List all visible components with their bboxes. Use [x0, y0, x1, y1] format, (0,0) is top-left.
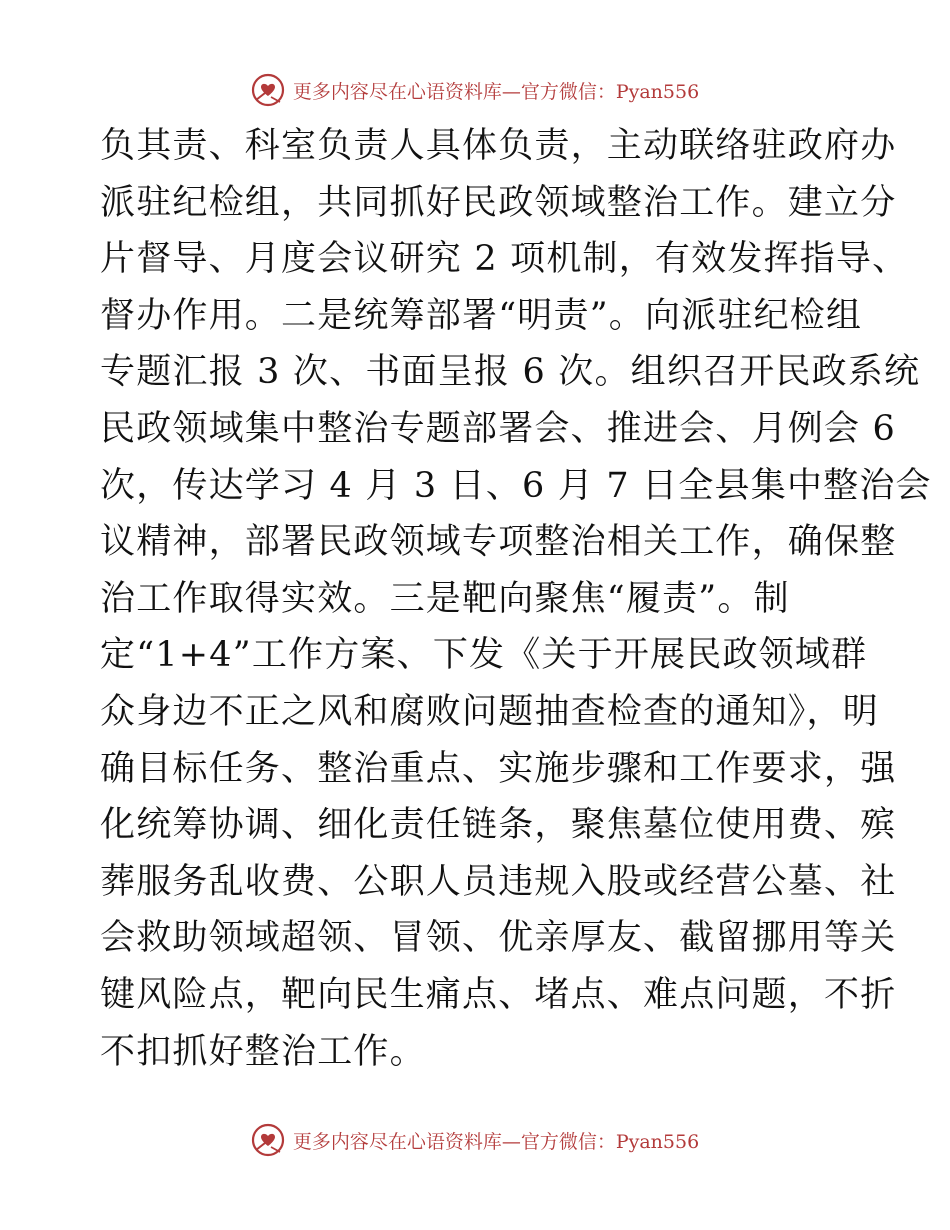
heart-pen-logo-icon	[251, 1123, 285, 1157]
body-line: 不扣抓好整治工作。	[100, 1031, 426, 1072]
banner-text: 更多内容尽在心语资料库—官方微信：Pyan556	[292, 1130, 700, 1153]
body-line: 会救助领域超领、冒领、优亲厚友、截留挪用等关	[100, 918, 897, 959]
body-line: 键风险点，靶向民生痛点、堵点、难点问题，不折	[100, 974, 897, 1015]
body-line: 化统筹协调、细化责任链条，聚焦墓位使用费、殡	[100, 805, 897, 846]
body-line: 负其责、科室负责人具体负责，主动联络驻政府办	[100, 126, 897, 166]
body-line: 确目标任务、整治重点、实施步骤和工作要求，强	[100, 748, 897, 789]
document-body	[100, 118, 932, 1080]
body-line: 督办作用。二是统筹部署“明责”。向派驻纪检组	[100, 295, 863, 336]
body-line: 次，传达学习 4 月 3 日、6 月 7 日全县集中整治会	[100, 465, 932, 506]
footer-banner	[0, 1120, 950, 1160]
body-line: 片督导、月度会议研究 2 项机制，有效发挥指导、	[100, 239, 909, 280]
body-line: 葬服务乱收费、公职人员违规入股或经营公墓、社	[100, 861, 897, 902]
body-line: 专题汇报 3 次、书面呈报 6 次。组织召开民政系统	[100, 352, 921, 393]
heart-pen-logo-icon	[251, 73, 285, 107]
body-line: 定“1+4”工作方案、下发《关于开展民政领域群	[100, 635, 868, 676]
banner-text: 更多内容尽在心语资料库—官方微信：Pyan556	[292, 80, 700, 103]
body-line: 治工作取得实效。三是靶向聚焦“履责”。制	[100, 578, 790, 619]
body-line: 派驻纪检组，共同抓好民政领域整治工作。建立分	[100, 182, 897, 223]
header-banner	[0, 70, 950, 110]
body-line: 议精神，部署民政领域专项整治相关工作，确保整	[100, 522, 897, 563]
body-line: 民政领域集中整治专题部署会、推进会、月例会 6	[100, 408, 896, 449]
body-line: 众身边不正之风和腐败问题抽查检查的通知》，明	[100, 691, 879, 732]
